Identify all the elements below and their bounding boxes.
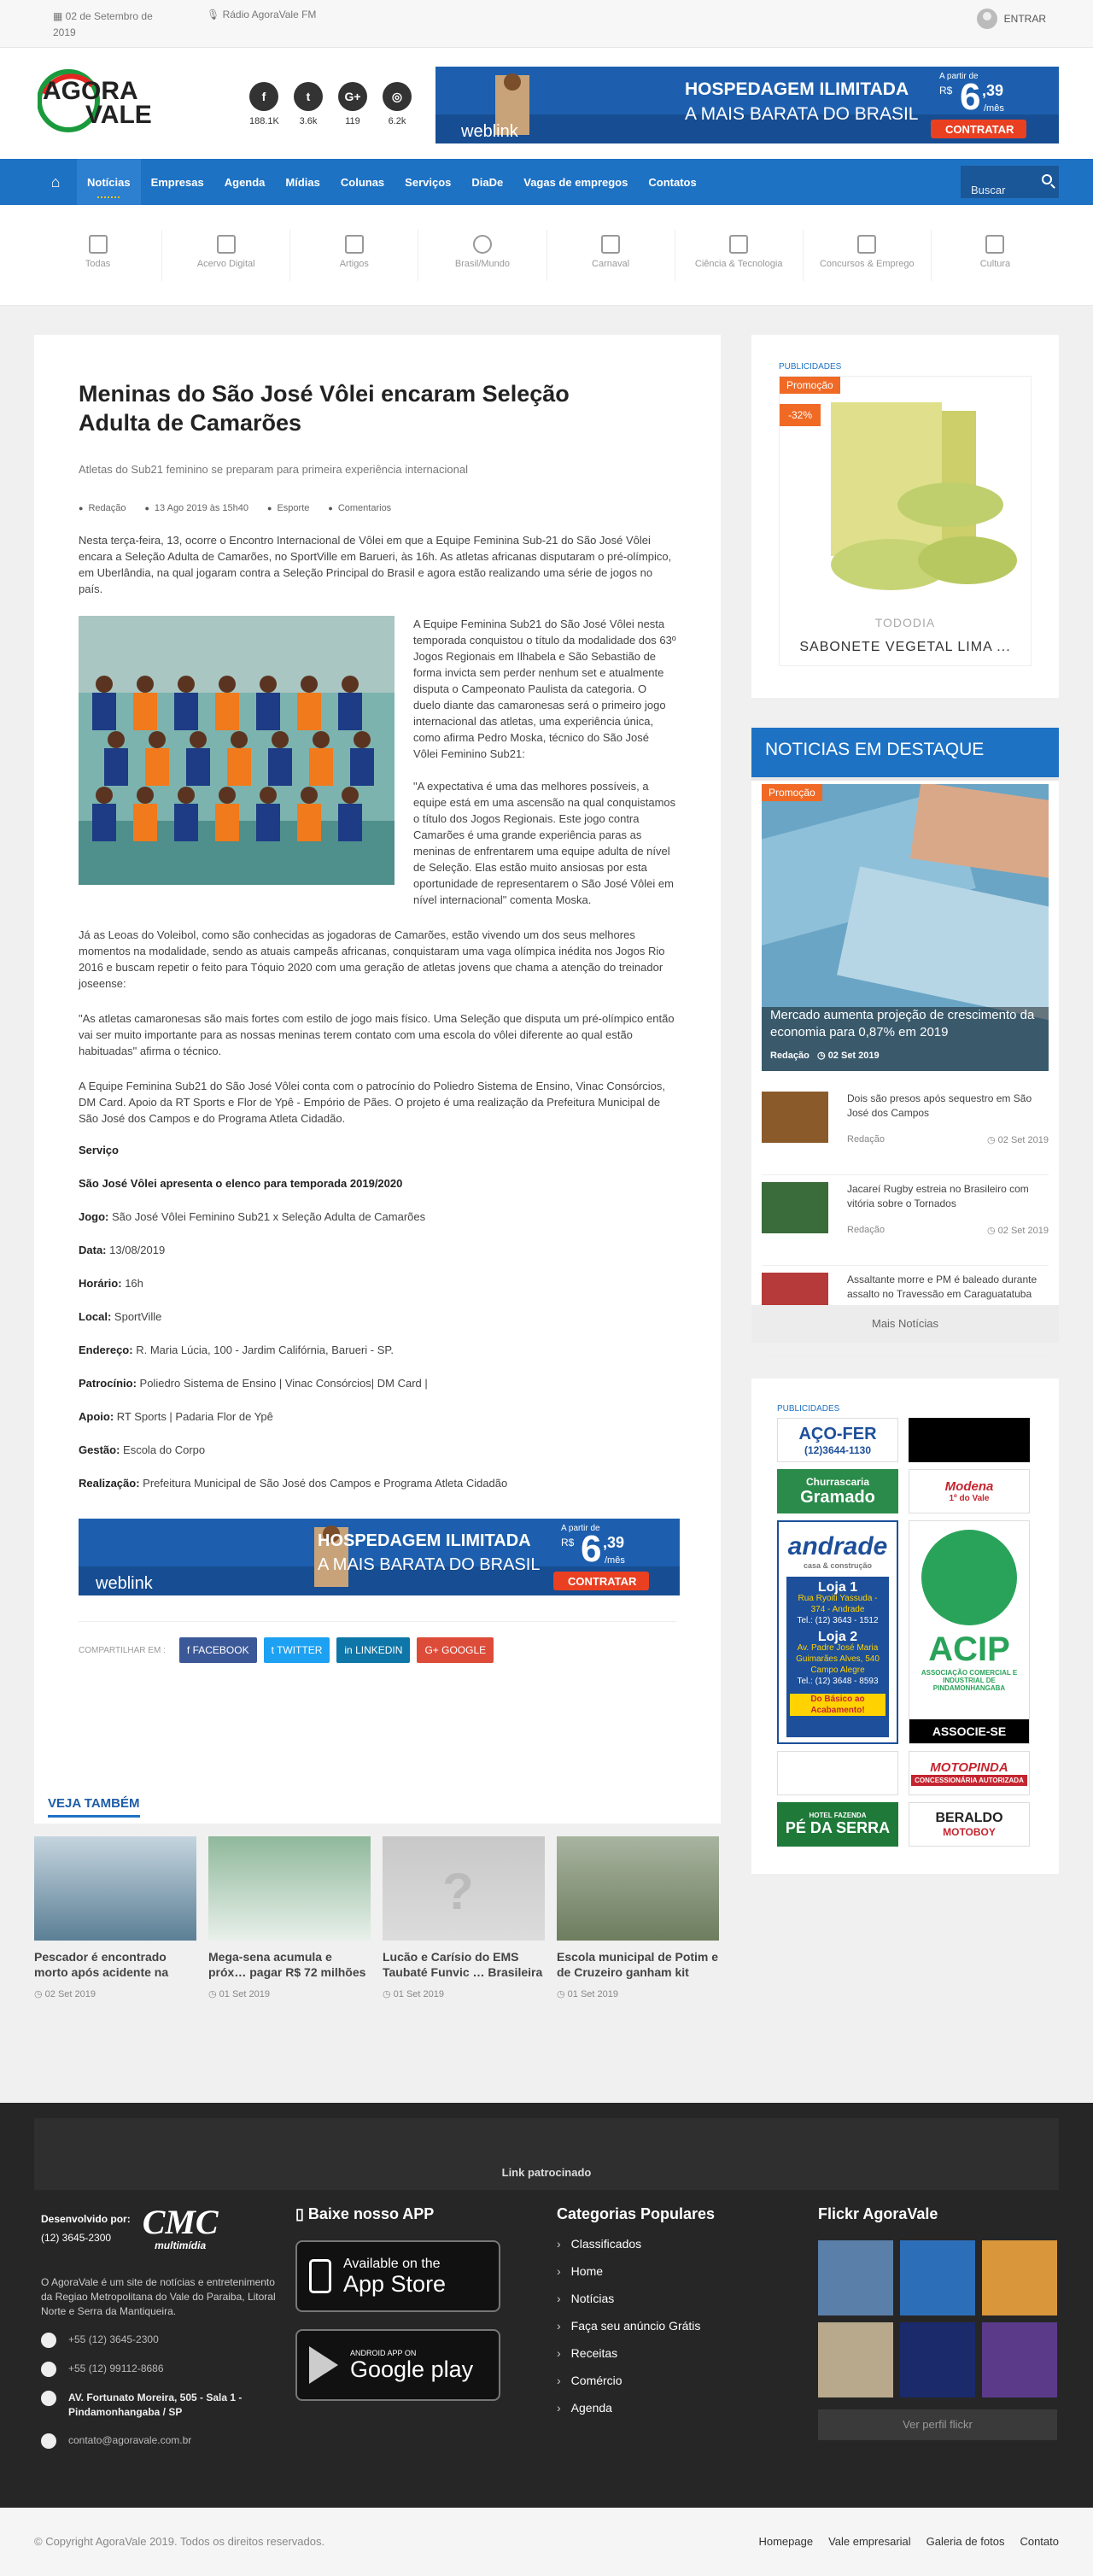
svg-text:VALE: VALE xyxy=(85,101,152,129)
share-twitter-button[interactable]: t TWITTER xyxy=(264,1637,330,1663)
grid-icon xyxy=(345,235,364,254)
flickr-title: Flickr AgoraVale xyxy=(818,2205,938,2222)
player-figure xyxy=(137,787,154,804)
player-figure xyxy=(145,748,169,786)
clock-icon: ◷ xyxy=(383,1989,394,1999)
facebook-icon: f xyxy=(186,1644,190,1656)
article-subtitle: Atletas do Sub21 feminino se preparam para primeira experiência internacional xyxy=(79,463,468,476)
player-figure xyxy=(190,731,207,748)
clock-icon: ◷ xyxy=(208,1989,219,1999)
whatsapp-icon xyxy=(41,2362,56,2377)
footer-categories xyxy=(557,2205,787,2415)
pen-icon xyxy=(729,235,748,254)
search-icon[interactable] xyxy=(1042,174,1052,184)
footer-address: AV. Fortunato Moreira, 505 - Sala 1 - Pindamonhangaba / SP xyxy=(41,2391,280,2420)
menu-icon xyxy=(89,235,108,254)
twitter-icon: t xyxy=(271,1644,274,1656)
flickr-profile-button[interactable]: Ver perfil flickr xyxy=(818,2409,1057,2440)
social-counter[interactable] xyxy=(338,82,367,126)
ad-beraldo[interactable]: BERALDO MOTOBOY xyxy=(909,1802,1030,1847)
category-item[interactable] xyxy=(34,230,162,281)
category-label: Concursos & Emprego xyxy=(819,259,915,269)
player-figure xyxy=(231,731,248,748)
weblink-top-banner[interactable] xyxy=(435,67,1059,143)
microphone-icon: 🎙 xyxy=(207,9,223,20)
article-comments[interactable]: ● Comentarios xyxy=(328,503,391,513)
player-figure xyxy=(186,748,210,786)
svg-text:,39: ,39 xyxy=(982,82,1004,99)
svg-text:/mês: /mês xyxy=(605,1555,625,1566)
nav-item-m-dias[interactable]: Mídias xyxy=(285,175,320,189)
footer-category-link[interactable]: › Faça seu anúncio Grátis xyxy=(557,2319,787,2333)
article-author[interactable]: ● Redação xyxy=(79,503,126,513)
service-info-row: Apoio: RT Sports | Padaria Flor de Ypê xyxy=(79,1410,273,1423)
category-label: Cultura xyxy=(979,259,1011,269)
social-count: 3.6k xyxy=(299,116,318,126)
see-also-card[interactable] xyxy=(383,1836,545,1999)
see-also-title: Pescador é encontrado morto após acidente na xyxy=(34,1950,169,1979)
play-icon xyxy=(309,2346,338,2384)
instagram-icon: ◎ xyxy=(383,82,412,111)
featured-item-date: ◷ 02 Set 2019 xyxy=(987,1135,1049,1145)
player-figure xyxy=(309,748,333,786)
monitor-icon xyxy=(985,235,1004,254)
service-info-row: Realização: Prefeitura Municipal de São José dos Campos e Programa Atleta Cidadão xyxy=(79,1477,508,1490)
footer-link[interactable]: Contato xyxy=(1020,2535,1059,2548)
team-photo xyxy=(79,616,395,885)
svg-text:A MAIS BARATA DO BRASIL: A MAIS BARATA DO BRASIL xyxy=(685,104,919,124)
player-figure xyxy=(178,787,195,804)
see-also-section xyxy=(34,1777,721,2006)
ad-acofer[interactable]: AÇO-FER (12)3644-1130 xyxy=(777,1418,898,1462)
player-figure xyxy=(342,787,359,804)
category-item[interactable] xyxy=(547,230,675,281)
nav-item-servi-os[interactable]: Serviços xyxy=(405,175,452,189)
clock-icon: ◷ xyxy=(987,1226,998,1236)
svg-text:,39: ,39 xyxy=(603,1534,625,1551)
sidebar-ads xyxy=(751,1379,1059,1874)
category-item[interactable] xyxy=(675,230,804,281)
player-figure xyxy=(215,804,239,841)
svg-text:AGORA: AGORA xyxy=(43,77,138,105)
share-facebook-button[interactable]: f FACEBOOK xyxy=(179,1637,257,1663)
radio-link[interactable]: 🎙 Rádio AgoraVale FM xyxy=(207,9,317,20)
home-icon[interactable]: ⌂ xyxy=(50,173,61,190)
google-play-button[interactable]: ANDROID APP ON Google play xyxy=(295,2329,500,2401)
player-figure xyxy=(260,787,277,804)
service-info-row: Data: 13/08/2019 xyxy=(79,1244,166,1256)
see-also-date: ◷ 02 Set 2019 xyxy=(34,1989,96,1999)
see-also-card[interactable] xyxy=(208,1836,371,1999)
footer-category-link[interactable]: › Home xyxy=(557,2264,787,2278)
copyright: © Copyright AgoraVale 2019. Todos os direitos reservados. xyxy=(34,2535,325,2548)
user-avatar-icon xyxy=(977,9,997,29)
social-counter[interactable] xyxy=(383,82,412,126)
main-nav xyxy=(0,159,1093,205)
ad-label: PUBLICIDADES xyxy=(777,1404,840,1414)
featured-item-title: Assaltante morre e PM é baleado durante assalto no Travessão em Caraguatatuba xyxy=(847,1273,1037,1300)
article xyxy=(34,335,721,1777)
phone-icon xyxy=(41,2333,56,2348)
svg-text:R$: R$ xyxy=(561,1537,575,1549)
footer-category-link[interactable]: › Classificados xyxy=(557,2237,787,2251)
see-also-date: ◷ 01 Set 2019 xyxy=(557,1989,618,1999)
monitor-icon xyxy=(601,235,620,254)
flickr-photo[interactable] xyxy=(982,2322,1057,2397)
footer-category-link[interactable]: › Agenda xyxy=(557,2401,787,2415)
featured-main-meta: Redação ◷ 02 Set 2019 xyxy=(770,1051,880,1061)
team-photo-image xyxy=(79,616,395,885)
footer-link[interactable]: Vale empresarial xyxy=(828,2535,911,2548)
nav-item-not-cias[interactable]: Notícias xyxy=(77,159,141,205)
article-section[interactable]: ● Esporte xyxy=(267,503,309,513)
article-paragraph: "A expectativa é uma das melhores possíveis, a equipe está em uma ascensão na qual conquistamos o título dos Jogos Regionais. Este jogo contra Camarões é uma grande experiência paras as meninas de enfrentarem uma equipe adulta de nível de Seleção. Elas estão muito ansiosas por esta oportunidade de representarem o São José Vôlei em nível internacional" comenta Moska. xyxy=(413,780,676,906)
see-also-date: ◷ 01 Set 2019 xyxy=(383,1989,444,1999)
category-label: Carnaval xyxy=(592,259,630,269)
svg-text:HOSPEDAGEM ILIMITADA: HOSPEDAGEM ILIMITADA xyxy=(685,79,909,99)
featured-main-story[interactable] xyxy=(762,784,1049,1071)
nav-item-diade[interactable]: DiaDe xyxy=(471,175,504,189)
login-link[interactable]: ENTRAR xyxy=(977,9,1046,29)
footer-bottom xyxy=(0,2508,1093,2576)
featured-list-item[interactable] xyxy=(762,1175,1049,1266)
flickr-gallery xyxy=(818,2240,1059,2397)
hosting-banner xyxy=(435,67,1059,143)
social-count: 188.1K xyxy=(249,116,279,126)
svg-text:6: 6 xyxy=(960,76,981,118)
ad-pe-da-serra[interactable]: HOTEL FAZENDA PÉ DA SERRA xyxy=(777,1802,898,1847)
ad-black[interactable] xyxy=(909,1418,1030,1462)
category-item[interactable] xyxy=(418,230,546,281)
player-figure xyxy=(108,731,125,748)
see-also-title: Escola municipal de Potim e de Cruzeiro ganham kit xyxy=(557,1950,719,1979)
social-counter[interactable] xyxy=(294,82,323,126)
player-figure xyxy=(297,804,321,841)
footer-email[interactable]: contato@agoravale.com.br xyxy=(41,2433,280,2449)
see-also-date: ◷ 01 Set 2019 xyxy=(208,1989,270,1999)
hosting-banner xyxy=(79,1519,680,1595)
featured-list-item[interactable] xyxy=(762,1085,1049,1175)
product-name: SABONETE VEGETAL LIMA ... xyxy=(799,640,1011,654)
share-label: COMPARTILHAR EM : xyxy=(79,1645,166,1655)
site-logo[interactable] xyxy=(38,67,200,135)
player-figure xyxy=(313,731,330,748)
facebook-icon: f xyxy=(249,82,278,111)
google-plus-icon: G+ xyxy=(338,82,367,111)
featured-item-author: Redação xyxy=(847,1225,886,1235)
categories-title: Categorias Populares xyxy=(557,2205,716,2222)
article-title: Meninas do São José Vôlei encaram Seleção Adulta de Camarões xyxy=(79,381,570,436)
featured-news xyxy=(751,728,1059,1343)
google-icon: G+ xyxy=(424,1644,439,1656)
featured-thumb xyxy=(762,1182,828,1233)
location-pin-icon xyxy=(41,2391,56,2406)
social-count: 6.2k xyxy=(388,116,406,126)
player-figure xyxy=(219,787,236,804)
svg-text:A MAIS BARATA DO BRASIL: A MAIS BARATA DO BRASIL xyxy=(318,1555,541,1574)
player-figure xyxy=(92,693,116,730)
featured-item-author: Redação xyxy=(847,1134,886,1145)
featured-item-date: ◷ 02 Set 2019 xyxy=(987,1226,1049,1236)
svg-text:weblink: weblink xyxy=(96,1574,153,1593)
player-figure xyxy=(104,748,128,786)
ad-churrascaria[interactable]: Churrascaria Gramado xyxy=(777,1469,898,1513)
article-date: ● 13 Ago 2019 às 15h40 xyxy=(144,503,248,513)
category-label: Brasil/Mundo xyxy=(454,259,511,269)
ad-acip[interactable]: ACIP ASSOCIAÇÃO COMERCIAL E INDUSTRIAL DE PINDAMONHANGABA ASSOCIE-SE xyxy=(909,1520,1030,1744)
ad-andrade[interactable]: andrade casa & construção Loja 1 Rua Ryoiti Yassuda - 374 - Andrade Tel.: (12) 3643 - 1512 Loja 2 Av. Padre José Maria Guimarães Alves, 540 Campo Alegre Tel.: (12) 3648 - 8593 Do Básico ao Acabamento! xyxy=(777,1520,898,1744)
player-figure xyxy=(133,804,157,841)
dev-label: Desenvolvido por: xyxy=(41,2213,131,2225)
service-title: Serviço xyxy=(79,1144,119,1156)
see-also-image xyxy=(557,1836,719,1941)
ad-modena[interactable]: Modena 1º do Vale xyxy=(909,1469,1030,1513)
svg-text:weblink: weblink xyxy=(461,122,518,141)
site-header xyxy=(0,48,1093,159)
player-figure xyxy=(174,693,198,730)
weblink-article-banner[interactable] xyxy=(79,1519,680,1595)
svg-text:A partir de: A partir de xyxy=(561,1524,600,1533)
svg-text:/mês: /mês xyxy=(984,103,1004,114)
svg-text:HOSPEDAGEM ILIMITADA: HOSPEDAGEM ILIMITADA xyxy=(318,1531,531,1550)
article-paragraph: "As atletas camaronesas são mais fortes com estilo de jogo mais físico. Uma Seleção que disputa um pré-olímpico então vai ser muito importante para as nossas meninas terem contato com uma escola do vôlei diferente ao qual estão habituadas" afirma o técnico. xyxy=(79,1012,675,1057)
player-figure xyxy=(219,676,236,693)
service-info-row: Gestão: Escola do Corpo xyxy=(79,1443,206,1456)
flickr-photo[interactable] xyxy=(982,2240,1057,2315)
article-paragraph: Já as Leoas do Voleibol, como são conhecidas as jogadoras de Camarões, estão vivendo um dos seus melhores momentos na modalidade, sendo as atuais campeãs africanas, conquistaram uma vaga olímpica inédita nos Jogos Rio 2016 e buscam repetir o feito para Tóquio 2020 com uma geração de atletas jovens que chama a atenção do treinador joseense: xyxy=(79,928,665,990)
svg-text:CONTRATAR: CONTRATAR xyxy=(568,1575,637,1588)
footer-about-text: O AgoraVale é um site de notícias e entretenimento da Regiao Metropolitana do Vale do Paraiba, Litoral Norte e Serra da Mantiqueira. xyxy=(41,2276,276,2317)
svg-text:6: 6 xyxy=(581,1528,602,1570)
player-figure xyxy=(338,804,362,841)
nav-item-empresas[interactable]: Empresas xyxy=(150,175,204,189)
social-counter[interactable] xyxy=(249,82,278,126)
player-figure xyxy=(268,748,292,786)
category-label: Todas xyxy=(85,259,111,269)
see-also-title: VEJA TAMBÉM xyxy=(34,1777,721,1824)
ad-label: PUBLICIDADES xyxy=(779,362,842,372)
document-icon xyxy=(217,235,236,254)
category-item[interactable] xyxy=(162,230,290,281)
player-figure xyxy=(215,693,239,730)
featured-item-title: Dois são presos após sequestro em São José dos Campos xyxy=(847,1092,1032,1119)
player-figure xyxy=(350,748,374,786)
monitor-icon xyxy=(857,235,876,254)
player-figure xyxy=(301,787,318,804)
player-figure xyxy=(137,676,154,693)
featured-thumb xyxy=(762,1092,828,1143)
footer xyxy=(0,2103,1093,2508)
service-info-row: Horário: 16h xyxy=(79,1277,143,1290)
flickr-photo[interactable] xyxy=(900,2240,975,2315)
sidebar-product-ad xyxy=(751,335,1059,698)
category-item[interactable] xyxy=(932,230,1059,281)
footer-link[interactable]: Galeria de fotos xyxy=(926,2535,1005,2548)
category-label: Artigos xyxy=(339,259,369,269)
player-figure xyxy=(342,676,359,693)
player-figure xyxy=(256,693,280,730)
ad-motopinda[interactable]: MOTOPINDA CONCESSIONÁRIA AUTORIZADA xyxy=(909,1751,1030,1795)
footer-links xyxy=(758,2535,1059,2548)
footer-link[interactable]: Homepage xyxy=(758,2535,814,2548)
footer-app xyxy=(295,2205,517,2401)
linkedin-icon: in xyxy=(344,1644,353,1656)
calendar-icon: ▦ xyxy=(53,10,66,22)
category-item[interactable] xyxy=(804,230,932,281)
category-bar xyxy=(0,205,1093,306)
top-bar xyxy=(0,0,1093,48)
player-figure xyxy=(354,731,371,748)
email-icon xyxy=(41,2433,56,2449)
current-date: ▦ 02 de Setembro de 2019 xyxy=(53,10,153,38)
footer-category-link[interactable]: › Comércio xyxy=(557,2374,787,2387)
app-title: ▯ Baixe nosso APP xyxy=(295,2205,435,2222)
player-figure xyxy=(96,676,113,693)
player-figure xyxy=(178,676,195,693)
twitter-icon: t xyxy=(294,82,323,111)
nav-item-colunas[interactable]: Colunas xyxy=(340,175,385,189)
flickr-photo[interactable] xyxy=(818,2240,893,2315)
sponsored-link[interactable]: Link patrocinado xyxy=(34,2118,1059,2190)
player-figure xyxy=(256,804,280,841)
globe-icon xyxy=(473,235,492,254)
footer-whatsapp[interactable]: +55 (12) 99112-8686 xyxy=(41,2362,280,2377)
see-also-image xyxy=(383,1836,545,1941)
see-also-title: Mega-sena acumula e próx… pagar R$ 72 milhões xyxy=(208,1950,366,1979)
share-linkedin-button[interactable]: in LINKEDIN xyxy=(336,1637,410,1663)
app-store-button[interactable]: Available on the App Store xyxy=(295,2240,500,2312)
footer-flickr xyxy=(818,2205,1059,2440)
cmc-logo[interactable]: CMC multimídia xyxy=(142,2203,219,2251)
flickr-photo[interactable] xyxy=(900,2322,975,2397)
svg-text:CONTRATAR: CONTRATAR xyxy=(945,123,1014,136)
player-figure xyxy=(227,748,251,786)
player-figure xyxy=(301,676,318,693)
see-also-card[interactable] xyxy=(557,1836,719,1999)
svg-text:A partir de: A partir de xyxy=(939,72,979,81)
service-info-row: Local: SportVille xyxy=(79,1310,162,1323)
promo-badge: Promoção xyxy=(762,784,822,801)
placeholder-image-icon: ? xyxy=(442,1863,474,1920)
product-brand: TODODIA xyxy=(874,616,936,629)
see-also-image xyxy=(208,1836,371,1941)
share-google-button[interactable]: G+ GOOGLE xyxy=(417,1637,494,1663)
category-item[interactable] xyxy=(290,230,418,281)
player-figure xyxy=(272,731,289,748)
see-also-title: Lucão e Carísio do EMS Taubaté Funvic … Brasileira xyxy=(383,1950,543,1979)
player-figure xyxy=(96,787,113,804)
service-subtitle: São José Vôlei apresenta o elenco para temporada 2019/2020 xyxy=(79,1177,403,1190)
player-figure xyxy=(297,693,321,730)
main-content xyxy=(34,306,1059,2103)
apple-icon xyxy=(309,2259,331,2293)
share-bar xyxy=(79,1621,676,1663)
category-label: Ciência & Tecnologia xyxy=(694,259,783,269)
product-ad[interactable] xyxy=(779,376,1032,666)
player-figure xyxy=(174,804,198,841)
service-info-row: Jogo: São José Vôlei Feminino Sub21 x Seleção Adulta de Camarões xyxy=(79,1210,426,1223)
footer-phone[interactable]: +55 (12) 3645-2300 xyxy=(41,2333,280,2348)
dev-phone: (12) 3645-2300 xyxy=(41,2232,112,2244)
service-info-row: Patrocínio: Poliedro Sistema de Ensino | Vinac Consórcios| DM Card | xyxy=(79,1377,428,1390)
promo-badge: Promoção xyxy=(780,377,840,394)
featured-item-title: Jacareí Rugby estreia no Brasileiro com vitória sobre o Tornados xyxy=(847,1183,1029,1209)
nav-item-agenda[interactable]: Agenda xyxy=(224,175,266,189)
see-also-card[interactable] xyxy=(34,1836,196,1999)
article-paragraph: A Equipe Feminina Sub21 do São José Vôlei conta com o patrocínio do Poliedro Sistema de Ensino, Vinac Consórcios, DM Card. Apoio da RT Sports e Flor de Ypê - Empório de Pães. O projeto é uma realização da Prefeitura Municipal de São José dos Campos e do Programa Atleta Cidadão. xyxy=(79,1080,666,1125)
see-also-image xyxy=(34,1836,196,1941)
search-input[interactable]: Buscar xyxy=(961,166,1059,198)
article-meta xyxy=(79,503,676,513)
clock-icon: ◷ xyxy=(34,1989,45,1999)
player-figure xyxy=(133,693,157,730)
player-figure xyxy=(338,693,362,730)
nav-item-vagas-de-empregos[interactable]: Vagas de empregos xyxy=(523,175,628,189)
footer-category-link[interactable]: › Receitas xyxy=(557,2346,787,2360)
player-figure xyxy=(92,804,116,841)
footer-category-link[interactable]: › Notícias xyxy=(557,2292,787,2305)
svg-text:R$: R$ xyxy=(939,85,953,97)
discount-badge: -32% xyxy=(780,404,821,426)
featured-title: NOTICIAS EM DESTAQUE xyxy=(751,728,1059,777)
agoravale-logo-icon xyxy=(38,67,200,135)
player-figure xyxy=(149,731,166,748)
nav-item-contatos[interactable]: Contatos xyxy=(648,175,697,189)
article-paragraph: A Equipe Feminina Sub21 do São José Vôlei nesta temporada conquistou o título da modalidade dos 63º Jogos Regionais em Ilhabela e São Sebastião de forma invicta sem perder nenhum set e atualmente disputa o Campeonato Paulista da categoria. O duelo diante das camaronesas será o primeiro jogo internacional das atletas, uma experiência única, como afirma Pedro Moska, técnico do São José Vôlei Feminino Sub21: xyxy=(413,618,676,760)
category-label: Acervo Digital xyxy=(196,259,255,269)
acip-emblem-icon xyxy=(921,1530,1017,1625)
social-count: 119 xyxy=(345,116,360,126)
clock-icon: ◷ xyxy=(987,1135,998,1145)
social-counters xyxy=(249,82,412,126)
player-figure xyxy=(260,676,277,693)
article-paragraph: Nesta terça-feira, 13, ocorre o Encontro Internacional de Vôlei em que a Equipe Feminina Sub-21 do São José Vôlei encara a Seleção Adulta de Camarões, no SportVille em Barueri, às 16h. As atletas africanas disputaram o pré-olímpico, em Uberlândia, na qual jogaram contra a Seleção Principal do Brasil e agora estão realizando uma série de jogos no país. xyxy=(79,534,672,595)
service-info-row: Endereço: R. Maria Lúcia, 100 - Jardim Califórnia, Barueri - SP. xyxy=(79,1344,394,1356)
flickr-photo[interactable] xyxy=(818,2322,893,2397)
featured-main-title[interactable]: Mercado aumenta projeção de crescimento da economia para 0,87% em 2019 xyxy=(770,1008,1035,1039)
ad-blank[interactable] xyxy=(777,1751,898,1795)
more-news-button[interactable]: Mais Notícias xyxy=(751,1305,1059,1343)
footer-about xyxy=(41,2205,280,2449)
clock-icon: ◷ xyxy=(557,1989,568,1999)
